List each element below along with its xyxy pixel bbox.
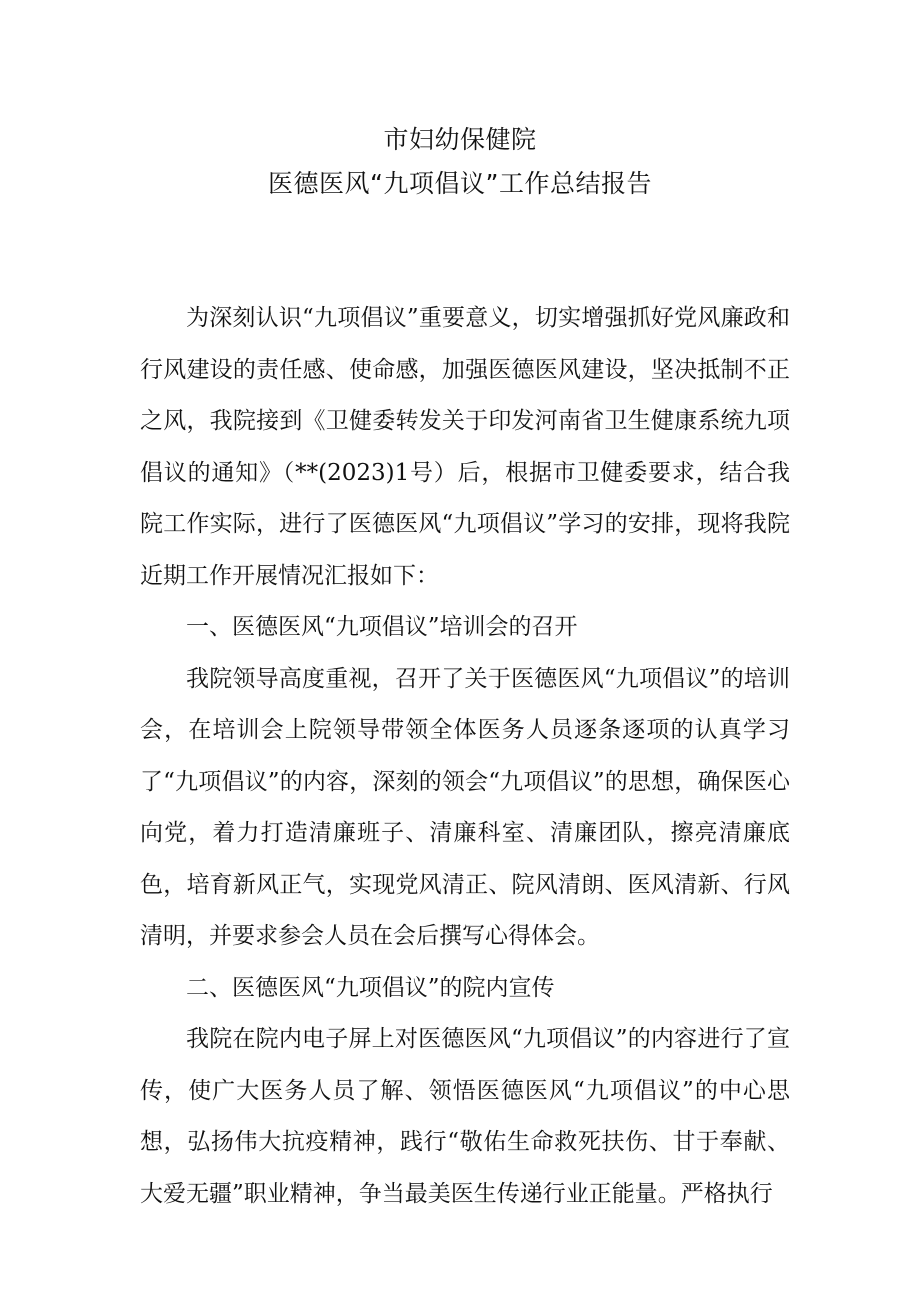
paragraph-training: 我院领导高度重视，召开了关于医德医风“九项倡议”的培训会，在培训会上院领导带领全体医务人员逐条逐项的认真学习了“九项倡议”的内容，深刻的领会“九项倡议”的思想，确保医心向党，着力打造清廉班子、清廉科室、清廉团队，擦亮清廉底色，培育新风正气，实现党风清正、院风清朗、医风清新、行风清明，并要求参会人员在会后撰写心得体会。 [140,665,790,949]
paragraph-intro: 为深刻认识“九项倡议”重要意义，切实增强抓好党风廉政和行风建设的责任感、使命感，加强医德医风建设，坚决抵制不正之风，我院接到《卫健委转发关于印发河南省卫生健康系统九项倡议的通知》（**(2023)1号）后，根据市卫健委要求，结合我院工作实际，进行了医德医风“九项倡议”学习的安排，现将我院近期工作开展情况汇报如下： [140,305,790,589]
document-body [140,293,790,1220]
section-heading-training: 一、医德医风“九项倡议”培训会的召开 [186,614,578,640]
paragraph-publicity: 我院在院内电子屏上对医德医风“九项倡议”的内容进行了宣传，使广大医务人员了解、领悟医德医风“九项倡议”的中心思想，弘扬伟大抗疫精神，践行“敬佑生命救死扶伤、甘于奉献、大爱无疆”职业精神，争当最美医生传递行业正能量。严格执行 [140,1026,790,1207]
document-title [0,118,920,206]
title-line-report: 医德医风“九项倡议”工作总结报告 [268,169,652,198]
title-line-organization: 市妇幼保健院 [383,125,537,154]
section-heading-publicity: 二、医德医风“九项倡议”的院内宣传 [186,974,555,1001]
